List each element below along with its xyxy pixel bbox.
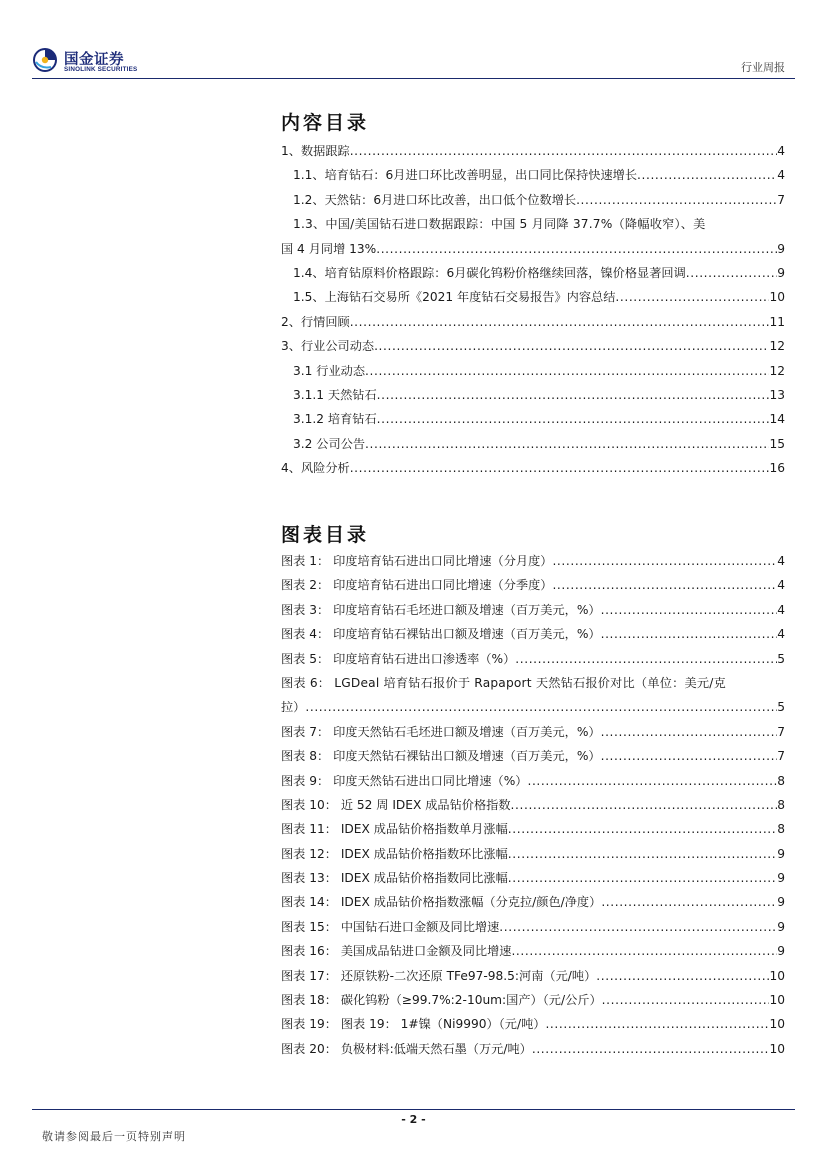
figure-entry-page: 5 — [777, 700, 785, 715]
toc-entry-label: 1.5、上海钻石交易所《2021 年度钻石交易报告》内容总结 — [293, 290, 616, 305]
toc-entry[interactable] — [281, 264, 785, 288]
figure-entry[interactable] — [281, 650, 785, 674]
page-number: - 2 - — [401, 1113, 426, 1126]
toc-entry[interactable] — [281, 459, 785, 483]
toc-entry-page: 10 — [769, 290, 785, 305]
figure-entry-label: 图表 5： 印度培育钻石进出口渗透率（%） — [281, 651, 516, 666]
figure-entry-label: 图表 9： 印度天然钻石进出口同比增速（%） — [281, 773, 528, 788]
figure-entry-label: 图表 18： 碳化钨粉（≥99.7%:2-10um:国产）（元/公斤） — [281, 993, 602, 1008]
figure-entry-label: 图表 13： IDEX 成品钻价格指数同比涨幅 — [281, 871, 508, 886]
toc-entry-page: 9 — [777, 241, 785, 256]
figure-entry-page: 7 — [777, 724, 785, 739]
sinolink-logo-icon — [32, 47, 58, 73]
footer-disclaimer: 敬请参阅最后一页特别声明 — [42, 1130, 186, 1143]
toc-entry-page: 4 — [777, 168, 785, 183]
figure-entry[interactable] — [281, 820, 785, 844]
contents-title: 内容目录 — [281, 112, 370, 134]
toc-entry-page: 4 — [777, 144, 785, 158]
figure-entry-page: 10 — [769, 968, 785, 983]
toc-entry[interactable] — [281, 410, 785, 434]
figure-entry[interactable] — [281, 991, 785, 1015]
figure-entry-label: 图表 7： 印度天然钻石毛坯进口额及增速（百万美元，%） — [281, 724, 601, 739]
figure-entry[interactable] — [281, 723, 785, 747]
toc-entry-label: 2、行情回顾 — [281, 314, 350, 329]
toc-entry[interactable] — [281, 362, 785, 386]
figure-entry-label: 图表 17： 还原铁粉-二次还原 TFe97-98.5:河南（元/吨） — [281, 968, 597, 983]
toc-entry-page: 11 — [769, 314, 785, 329]
toc-entry[interactable] — [281, 337, 785, 361]
figure-entry-label: 图表 16： 美国成品钻进口金额及同比增速 — [281, 944, 512, 959]
toc-entry[interactable] — [281, 386, 785, 410]
toc-entry[interactable] — [281, 435, 785, 459]
figure-entry-page: 9 — [777, 846, 785, 861]
figure-entry-page: 9 — [777, 871, 785, 886]
figure-entry-line1[interactable]: 图表 6： LGDeal 培育钻石报价于 Rapaport 天然钻石报价对比（单位：美元/克 — [281, 675, 726, 690]
figure-entry[interactable] — [281, 552, 785, 576]
figure-entry-label: 图表 4： 印度培育钻石裸钻出口额及增速（百万美元，%） — [281, 627, 601, 642]
toc-entry-page: 14 — [769, 412, 785, 427]
company-logo — [32, 47, 152, 79]
figure-entry-page: 5 — [777, 651, 785, 666]
figure-entry-page: 9 — [777, 919, 785, 934]
toc-entry[interactable] — [281, 166, 785, 190]
figure-entry[interactable] — [281, 869, 785, 893]
toc-entry-label: 3.1 行业动态 — [293, 363, 366, 378]
figure-entry-page: 8 — [777, 797, 785, 812]
figure-entry[interactable] — [281, 942, 785, 966]
toc-entry-label: 3、行业公司动态 — [281, 339, 375, 354]
logo-chinese-name: 国金证券 — [64, 52, 124, 68]
figure-entry[interactable] — [281, 576, 785, 600]
toc-entry[interactable] — [281, 191, 785, 215]
figure-entry[interactable] — [281, 918, 785, 942]
figure-entry-label: 图表 10： 近 52 周 IDEX 成品钻价格指数 — [281, 797, 511, 812]
toc-entry-label: 3.2 公司公告 — [293, 436, 366, 451]
toc-entry-page: 13 — [769, 387, 785, 402]
figure-entry[interactable] — [281, 772, 785, 796]
toc-entry-label: 1、数据跟踪 — [281, 144, 350, 158]
footer-divider — [32, 1109, 795, 1110]
toc-entry-label: 3.1.2 培育钻石 — [293, 412, 377, 427]
toc-entry-label: 1.4、培育钻原料价格跟踪：6月碳化钨粉价格继续回落，镍价格显著回调 — [293, 265, 686, 280]
figures-title: 图表目录 — [281, 524, 370, 546]
figure-entry-page: 4 — [777, 602, 785, 617]
toc-entry-label: 1.2、天然钻：6月进口环比改善，出口低个位数增长 — [293, 192, 577, 207]
toc-entry-page: 12 — [769, 339, 785, 354]
figure-entry-page: 9 — [777, 944, 785, 959]
figure-entry-label: 拉） — [281, 700, 306, 715]
figure-entry-page: 8 — [777, 773, 785, 788]
figure-entry-page: 4 — [777, 627, 785, 642]
report-type-label: 行业周报 — [741, 61, 785, 74]
toc-entry-label: 1.1、培育钻石：6月进口环比改善明显，出口同比保持快速增长 — [293, 168, 638, 183]
figure-entry-page: 10 — [769, 1041, 785, 1056]
figure-entry-page: 8 — [777, 822, 785, 837]
page-header — [0, 0, 827, 80]
figure-entry-page: 4 — [777, 578, 785, 593]
toc-entry-page: 15 — [769, 436, 785, 451]
figure-entry[interactable] — [281, 1040, 785, 1064]
figure-entry[interactable] — [281, 893, 785, 917]
toc-entry-label: 3.1.1 天然钻石 — [293, 387, 377, 402]
figure-entry-label: 图表 20： 负极材料:低端天然石墨（万元/吨） — [281, 1041, 532, 1056]
toc-entry-page: 12 — [769, 363, 785, 378]
figure-entry-page: 10 — [769, 993, 785, 1008]
figure-entry-label: 图表 2： 印度培育钻石进出口同比增速（分季度） — [281, 578, 553, 593]
figure-entry[interactable] — [281, 845, 785, 869]
figure-entry[interactable] — [281, 747, 785, 771]
toc-entry[interactable] — [281, 142, 785, 166]
toc-entry-label: 国 4 月同增 13% — [281, 241, 377, 256]
toc-entry[interactable] — [281, 313, 785, 337]
figure-entry-label: 图表 3： 印度培育钻石毛坯进口额及增速（百万美元，%） — [281, 602, 601, 617]
figure-entry[interactable] — [281, 625, 785, 649]
figure-entry[interactable] — [281, 1015, 785, 1039]
toc-entry[interactable] — [281, 288, 785, 312]
figure-entry-page: 10 — [769, 1017, 785, 1032]
figure-entry-label: 图表 1： 印度培育钻石进出口同比增速（分月度） — [281, 554, 553, 568]
logo-english-name: SINOLINK SECURITIES — [64, 66, 138, 73]
figure-entry-label: 图表 8： 印度天然钻石裸钻出口额及增速（百万美元，%） — [281, 749, 601, 764]
figure-entry[interactable] — [281, 601, 785, 625]
figure-entry-label: 图表 19： 图表 19： 1#镍（Ni9990）（元/吨） — [281, 1017, 546, 1032]
figure-entry-label: 图表 14： IDEX 成品钻价格指数涨幅（分克拉/颜色/净度） — [281, 895, 602, 910]
figure-entry-label: 图表 11： IDEX 成品钻价格指数单月涨幅 — [281, 822, 508, 837]
toc-entry-page: 9 — [777, 265, 785, 280]
toc-entry-label: 4、风险分析 — [281, 461, 350, 476]
figures-list — [281, 552, 785, 1064]
toc-entry-line1[interactable]: 1.3、中国/美国钻石进口数据跟踪：中国 5 月同降 37.7%（降幅收窄）、美 — [293, 217, 706, 232]
figure-entry[interactable] — [281, 796, 785, 820]
toc-entry[interactable] — [281, 240, 785, 264]
toc-entry-page: 7 — [777, 192, 785, 207]
figure-entry-page: 7 — [777, 749, 785, 764]
figure-entry[interactable] — [281, 967, 785, 991]
figure-entry[interactable] — [281, 698, 785, 722]
figure-entry-label: 图表 12： IDEX 成品钻价格指数环比涨幅 — [281, 846, 508, 861]
figure-entry-page: 4 — [777, 554, 785, 568]
figure-entry-label: 图表 15： 中国钻石进口金额及同比增速 — [281, 919, 500, 934]
figure-entry-page: 9 — [777, 895, 785, 910]
header-divider — [32, 78, 795, 79]
contents-list — [281, 142, 785, 483]
toc-entry-page: 16 — [769, 461, 785, 476]
